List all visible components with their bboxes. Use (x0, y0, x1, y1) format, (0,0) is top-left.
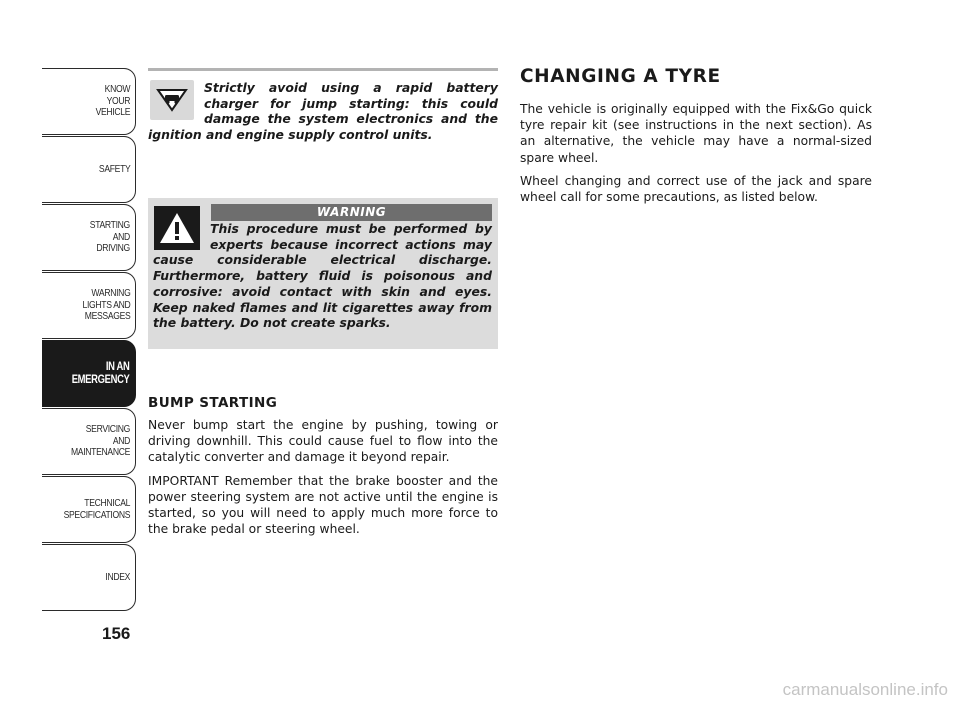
changing-tyre-section (520, 66, 872, 212)
tab-safety[interactable] (42, 136, 136, 203)
tab-label: STARTING AND DRIVING (89, 219, 130, 255)
changing-tyre-heading: CHANGING A TYRE (520, 66, 721, 87)
changing-tyre-paragraph: The vehicle is originally equipped with the Fix&Go quick tyre repair kit (see instructions in the next section). As an alternative, the vehicle may have a normal-sized spare wheel. (520, 102, 872, 165)
tab-label: WARNING LIGHTS AND MESSAGES (82, 287, 130, 323)
bump-starting-heading: BUMP STARTING (148, 395, 278, 411)
column-top-rule (148, 68, 498, 71)
important-paragraph: IMPORTANT Remember that the brake booster and the power steering system are not active until the engine is started, so you will need to apply much more force to the brake pedal or steering wheel. (148, 473, 498, 537)
tab-label: SERVICING AND MAINTENANCE (70, 423, 130, 459)
tab-label: KNOW YOUR VEHICLE (95, 83, 130, 119)
warning-body (153, 221, 492, 331)
tab-starting-and-driving[interactable] (42, 204, 136, 271)
battery-note-text: Strictly avoid using a rapid battery charger for jump starting: this could damage the system electronics and the ignition and engine supply control units. (148, 80, 498, 142)
car-battery-icon (150, 80, 194, 120)
tab-in-an-emergency[interactable] (42, 340, 136, 407)
warning-triangle-icon (154, 206, 200, 250)
warning-header: WARNING (211, 204, 492, 221)
tab-label: INDEX (105, 570, 130, 583)
tab-warning-lights-and-messages[interactable] (42, 272, 136, 339)
warning-box (148, 198, 498, 349)
tab-index[interactable] (42, 544, 136, 611)
watermark: carmanualsonline.info (782, 680, 948, 699)
bump-starting-section (148, 395, 498, 544)
changing-tyre-precautions: Wheel changing and correct use of the jack and spare wheel call for some precautions, as listed below. (520, 173, 872, 205)
tab-label: IN AN EMERGENCY (72, 360, 130, 386)
tab-technical-specifications[interactable] (42, 476, 136, 543)
tab-label: SAFETY (98, 162, 130, 175)
battery-note (148, 80, 498, 142)
warning-text: This procedure must be performed by experts because incorrect actions may cause considerable electrical discharge. Furthermore, battery fluid is poisonous and corrosive: avoid contact with skin and eyes. Keep naked flames and lit cigarettes away from the battery. Do not create sparks. (153, 221, 492, 331)
page-number: 156 (102, 624, 131, 643)
tab-servicing-and-maintenance[interactable] (42, 408, 136, 475)
tab-label: TECHNICAL SPECIFICATIONS (63, 497, 130, 521)
bump-starting-paragraph: Never bump start the engine by pushing, towing or driving downhill. This could cause fuel to flow into the catalytic converter and damage it beyond repair. (148, 418, 498, 465)
tab-know-your-vehicle[interactable] (42, 68, 136, 135)
